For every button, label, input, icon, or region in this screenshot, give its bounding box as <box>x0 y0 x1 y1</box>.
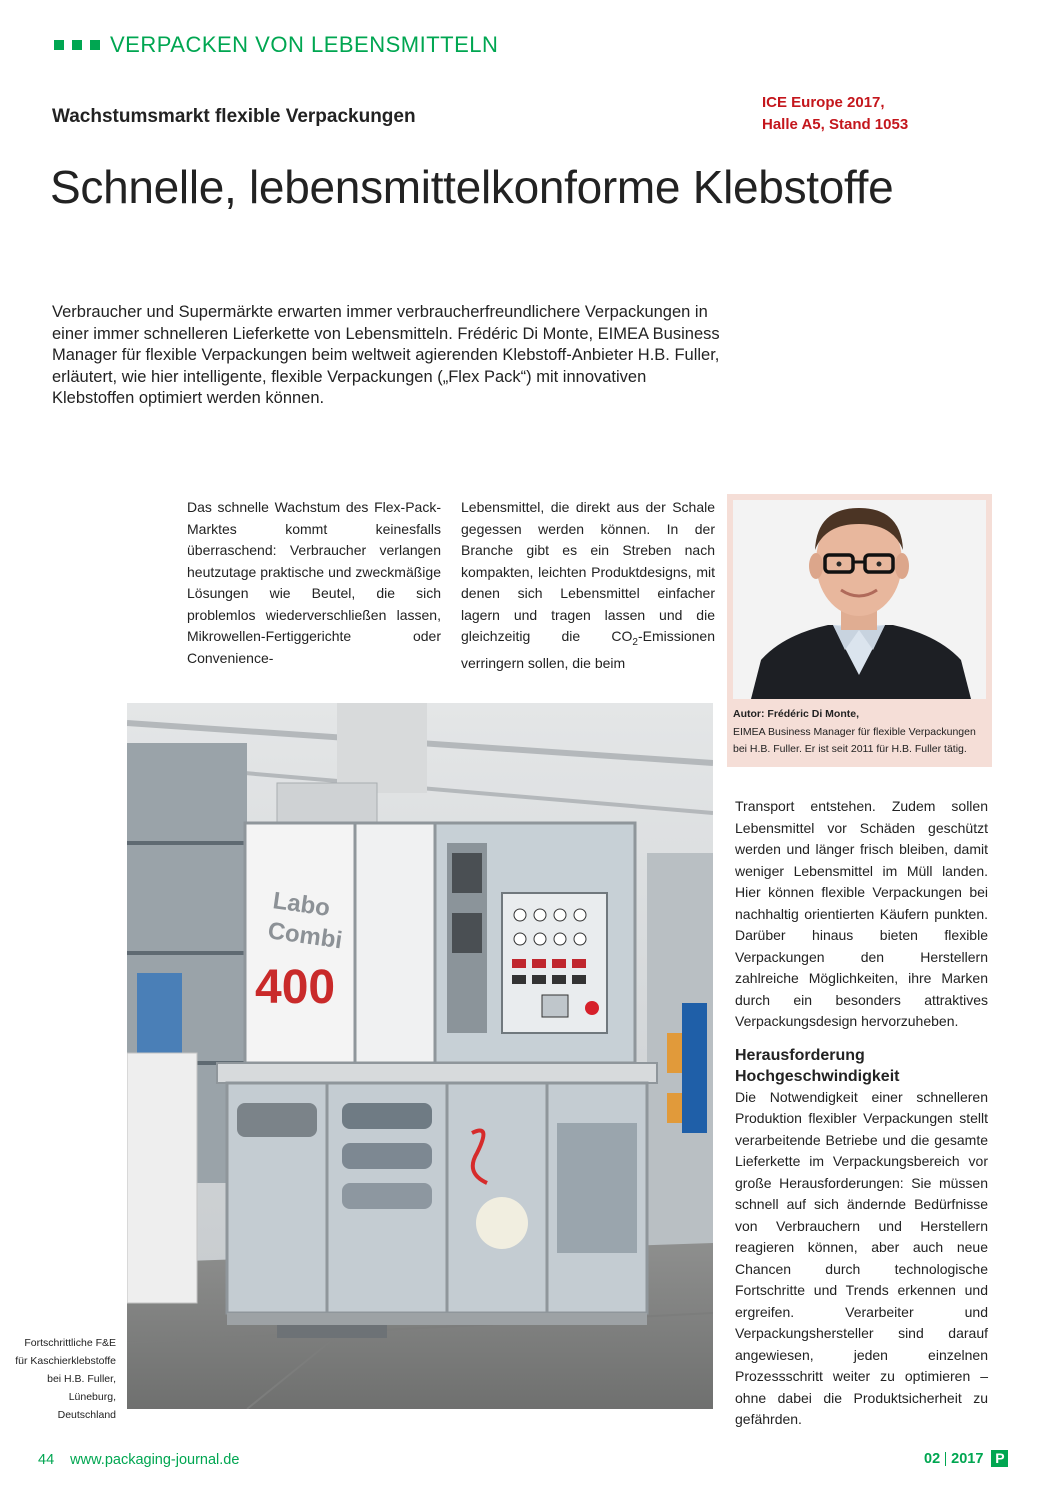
machine-brand-text: Combi <box>266 917 344 955</box>
section-header <box>54 32 498 58</box>
article-column-2 <box>461 497 715 675</box>
issue-year: 2017 <box>951 1450 984 1467</box>
machine-photo <box>127 703 713 1409</box>
issue-number: 02 <box>924 1450 941 1467</box>
event-line: ICE Europe 2017, <box>762 94 885 111</box>
journal-logo-icon: P <box>991 1450 1008 1467</box>
website-link[interactable]: www.packaging-journal.de <box>70 1452 240 1468</box>
section-title: VERPACKEN VON LEBENSMITTELN <box>110 32 499 57</box>
article-column-1: Das schnelle Wachstum des Flex-Pack-Marktes kommt keinesfalls überraschend: Verbraucher verlangen heutzutage praktische und zweckmäßige Lösungen wie Beutel, die sich problemlos wiederverschließen lassen, Mikrowellen-Fertiggerichte oder Convenience- <box>187 499 441 666</box>
column-text: Transport entstehen. Zudem sollen Lebensmittel vor Schäden geschützt werden und länger frisch bleiben, damit weniger Lebensmittel im Müll landen. Hier können flexible Verpackungen bei nachhaltig orientierten Käufern punkten. Darüber hinaus bieten flexible Verpackungen den Herstellern zahlreiche Möglichkeiten, ihre Marken durch ein besonders attraktives Verpackungsdesign hervorzuheben. <box>735 798 988 1029</box>
page-number: 44 <box>38 1452 55 1468</box>
article-column-3 <box>735 796 988 1431</box>
section-square-icon <box>54 40 64 50</box>
machine-model-text: 400 <box>255 961 336 1014</box>
article-kicker: Wachstumsmarkt flexible Verpackungen <box>52 106 416 127</box>
subheading-line: Hochgeschwindigkeit <box>735 1067 900 1085</box>
author-name: Autor: Frédéric Di Monte, <box>733 708 860 720</box>
author-description: EIMEA Business Manager für flexible Verpackungen bei H.B. Fuller. Er ist seit 2011 für H.B. Fuller tätig. <box>733 725 976 755</box>
subheading-line: Herausforderung <box>735 1046 865 1064</box>
column-text: -Emissionen verringern sollen, die beim <box>461 628 715 672</box>
subscript-text: 2 <box>632 636 638 648</box>
article-headline: Schnelle, lebensmittelkonforme Klebstoffe <box>50 161 894 213</box>
photo-caption: Fortschrittliche F&E für Kaschierklebstoffe bei H.B. Fuller, Lüneburg, Deutschland <box>15 1337 116 1421</box>
machine-illustration <box>127 703 713 1409</box>
issue-separator <box>945 1452 946 1466</box>
machine-brand-text: Labo <box>271 887 332 922</box>
footer-left <box>38 1452 239 1468</box>
article-lead: Verbraucher und Supermärkte erwarten immer verbraucherfreundlichere Verpackungen in einer immer schnelleren Lieferkette von Lebensmitteln. Frédéric Di Monte, EIMEA Business Manager für flexible Verpackungen beim weltweit agierenden Klebstoff-Anbieter H.B. Fuller, erläutert, wie hier intelligente, flexible Verpackungen („Flex Pack“) mit innovativen Klebstoffen optimiert werden können. <box>52 303 720 407</box>
author-caption <box>733 706 986 759</box>
column-text: Lebensmittel, die direkt aus der Schale gegessen werden können. In der Branche gibt es ein Streben nach kompakten, leichten Produktdesigns, mit denen sich Lebensmittel einfacher lagern und tragen lassen und die gleichzeitig die CO <box>461 499 715 644</box>
section-square-icon <box>90 40 100 50</box>
footer-right <box>924 1450 1008 1467</box>
event-line: Halle A5, Stand 1053 <box>762 116 909 133</box>
article-subheading <box>735 1045 988 1087</box>
column-text: Die Notwendigkeit einer schnelleren Produktion flexibler Verpackungen stellt verarbeitende Betriebe und die gesamte Lieferkette im Verpackungsbereich vor große Herausforderungen: Sie müssen schnell auf sich ändernde Bedürfnisse von Verbrauchern und Herstellern reagieren können, aber auch neue Chancen durch technologische Fortschritte und Trends erkennen und ergreifen. Verarbeiter und Verpackungshersteller sind darauf angewiesen, jeden einzelnen Prozessschritt weiter zu optimieren – ohne dabei die Produktsicherheit zu gefährden. <box>735 1088 988 1427</box>
author-box <box>727 494 992 767</box>
event-info <box>762 92 908 136</box>
author-portrait <box>733 500 986 699</box>
section-square-icon <box>72 40 82 50</box>
author-portrait-illustration <box>733 500 986 699</box>
